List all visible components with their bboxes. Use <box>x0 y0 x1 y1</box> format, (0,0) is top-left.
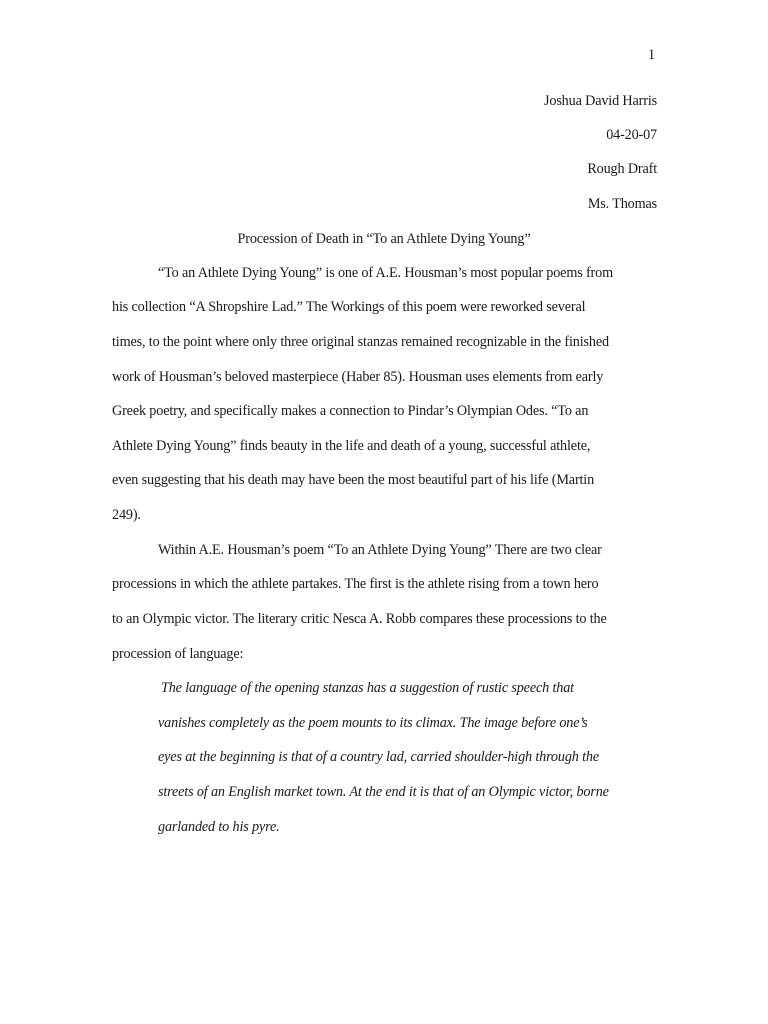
block-quote-line-2: vanishes completely as the poem mounts to its climax. The image before one’s <box>158 715 588 731</box>
paragraph-2-line-1: Within A.E. Housman’s poem “To an Athlete Dying Young” There are two clear <box>158 542 602 558</box>
block-quote-line-5: garlanded to his pyre. <box>158 819 280 835</box>
paragraph-1-line-3: times, to the point where only three original stanzas remained recognizable in the finished <box>112 334 609 350</box>
author-name: Joshua David Harris <box>544 93 657 109</box>
block-quote-line-3: eyes at the beginning is that of a country lad, carried shoulder-high through the <box>158 749 599 765</box>
essay-title: Procession of Death in “To an Athlete Dying Young” <box>237 231 531 247</box>
paragraph-1-line-7: even suggesting that his death may have been the most beautiful part of his life (Martin <box>112 472 595 488</box>
block-quote-line-4: streets of an English market town. At the end it is that of an Olympic victor, borne <box>158 784 609 800</box>
paragraph-1-line-1: “To an Athlete Dying Young” is one of A.E. Housman’s most popular poems from <box>158 265 613 281</box>
paragraph-1-line-6: Athlete Dying Young” finds beauty in the life and death of a young, successful athlete, <box>112 438 591 454</box>
paragraph-1-line-4: work of Housman’s beloved masterpiece (Haber 85). Housman uses elements from early <box>112 369 604 385</box>
paragraph-1-line-2: his collection “A Shropshire Lad.” The Workings of this poem were reworked several <box>112 299 586 315</box>
paragraph-2-line-4: procession of language: <box>112 646 244 662</box>
teacher-name: Ms. Thomas <box>587 196 657 212</box>
paragraph-1-line-8: 249). <box>112 507 141 523</box>
paragraph-1-line-5: Greek poetry, and specifically makes a connection to Pindar’s Olympian Odes. “To an <box>112 403 589 419</box>
paragraph-2-line-3: to an Olympic victor. The literary critic Nesca A. Robb compares these processions to the <box>112 611 607 627</box>
draft-label: Rough Draft <box>587 161 657 177</box>
paragraph-2-line-2: processions in which the athlete partakes. The first is the athlete rising from a town hero <box>112 576 599 592</box>
page-number: 1 <box>648 47 655 63</box>
document-date: 04-20-07 <box>606 127 657 143</box>
block-quote-line-1: The language of the opening stanzas has a suggestion of rustic speech that <box>161 680 574 696</box>
